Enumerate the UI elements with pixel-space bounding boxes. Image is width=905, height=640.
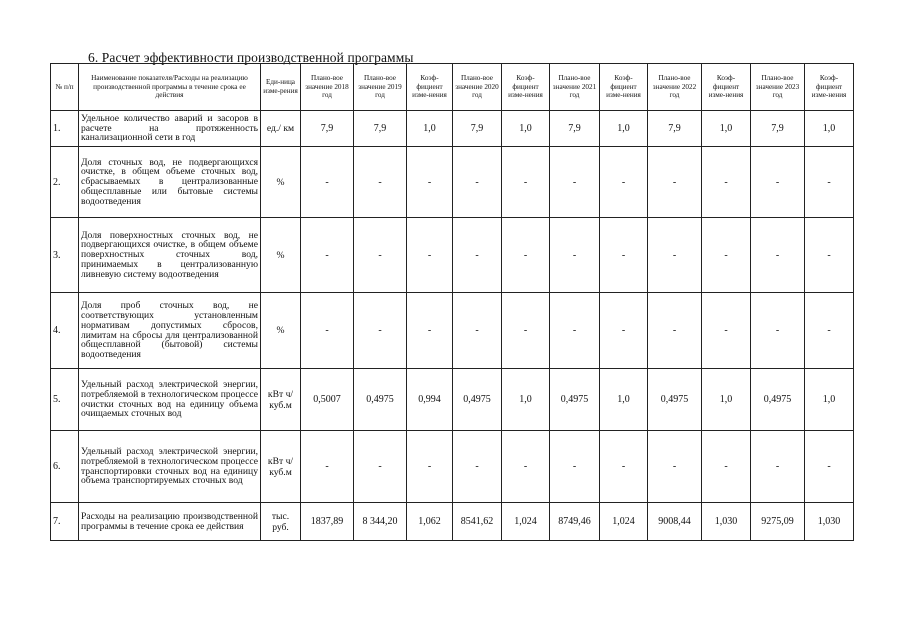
cell-coef-4: 1,0	[702, 111, 751, 147]
cell-plan-2023: -	[751, 218, 805, 293]
cell-plan-2019: -	[354, 431, 407, 503]
table-header-row	[51, 64, 854, 111]
cell-plan-2020: -	[453, 218, 502, 293]
cell-plan-2021: 8749,46	[550, 503, 600, 541]
row-indicator-name: Расходы на реализацию производственной программы в течение срока ее действия	[79, 503, 261, 541]
cell-coef-1: -	[407, 431, 453, 503]
table-row	[51, 147, 854, 218]
cell-plan-2018: 7,9	[301, 111, 354, 147]
row-indicator-name: Удельный расход электрической энергии, потребляемой в технологическом процессе очистки сточных вод на единицу объема очищаемых сточных вод	[79, 369, 261, 431]
row-num: 5.	[51, 369, 79, 431]
row-indicator-name: Доля проб сточных вод, не соответствующих установленным нормативам допустимых сбросов, лимитам на сбросы для централизованной общесплавной (бытовой) системы водоотведения	[79, 293, 261, 369]
cell-coef-1: 1,062	[407, 503, 453, 541]
cell-coef-4: -	[702, 147, 751, 218]
cell-plan-2023: -	[751, 431, 805, 503]
cell-plan-2019: -	[354, 147, 407, 218]
cell-coef-5: 1,0	[805, 111, 854, 147]
cell-plan-2020: 8541,62	[453, 503, 502, 541]
cell-coef-1: 0,994	[407, 369, 453, 431]
row-num: 3.	[51, 218, 79, 293]
row-num: 2.	[51, 147, 79, 218]
cell-plan-2019: 0,4975	[354, 369, 407, 431]
row-unit: %	[261, 147, 301, 218]
cell-plan-2019: 7,9	[354, 111, 407, 147]
cell-coef-2: -	[502, 147, 550, 218]
header-indicator-name: Наименование показателя/Расходы на реализацию производственной программы в течение срока ее действия	[79, 64, 261, 111]
cell-coef-5: -	[805, 431, 854, 503]
cell-plan-2021: -	[550, 431, 600, 503]
row-unit: кВт ч/куб.м	[261, 431, 301, 503]
cell-coef-1: -	[407, 218, 453, 293]
cell-coef-5: 1,030	[805, 503, 854, 541]
cell-plan-2020: -	[453, 431, 502, 503]
cell-coef-2: 1,0	[502, 111, 550, 147]
cell-plan-2022: 7,9	[648, 111, 702, 147]
cell-plan-2022: 9008,44	[648, 503, 702, 541]
cell-plan-2023: 7,9	[751, 111, 805, 147]
cell-plan-2020: -	[453, 147, 502, 218]
cell-coef-5: 1,0	[805, 369, 854, 431]
cell-coef-1: -	[407, 147, 453, 218]
cell-plan-2020: 7,9	[453, 111, 502, 147]
cell-coef-3: 1,024	[600, 503, 648, 541]
cell-coef-3: -	[600, 431, 648, 503]
table-row	[51, 503, 854, 541]
row-unit: %	[261, 218, 301, 293]
header-plan-2018: Плано-вое значение 2018 год	[301, 64, 354, 111]
cell-plan-2020: 0,4975	[453, 369, 502, 431]
cell-plan-2020: -	[453, 293, 502, 369]
cell-plan-2018: -	[301, 293, 354, 369]
row-num: 1.	[51, 111, 79, 147]
cell-coef-1: -	[407, 293, 453, 369]
row-num: 6.	[51, 431, 79, 503]
table-row	[51, 431, 854, 503]
header-coef-1: Коэф-фициент изме-нения	[407, 64, 453, 111]
cell-coef-2: -	[502, 293, 550, 369]
cell-coef-4: -	[702, 431, 751, 503]
cell-plan-2018: 0,5007	[301, 369, 354, 431]
cell-coef-5: -	[805, 293, 854, 369]
header-plan-2021: Плано-вое значение 2021 год	[550, 64, 600, 111]
cell-plan-2021: -	[550, 218, 600, 293]
efficiency-table	[50, 63, 854, 541]
cell-coef-3: -	[600, 218, 648, 293]
row-indicator-name: Удельное количество аварий и засоров в расчете на протяженность канализационной сети в год	[79, 111, 261, 147]
row-indicator-name: Доля сточных вод, не подвергающихся очистке, в общем объеме сточных вод, сбрасываемых в централизованные общесплавные или бытовые системы водоотведения	[79, 147, 261, 218]
cell-plan-2018: -	[301, 431, 354, 503]
row-num: 4.	[51, 293, 79, 369]
cell-coef-4: 1,030	[702, 503, 751, 541]
row-num: 7.	[51, 503, 79, 541]
cell-plan-2018: -	[301, 218, 354, 293]
cell-coef-4: -	[702, 218, 751, 293]
cell-plan-2021: 7,9	[550, 111, 600, 147]
header-coef-5: Коэф-фициент изме-нения	[805, 64, 854, 111]
cell-coef-3: -	[600, 147, 648, 218]
header-plan-2022: Плано-вое значение 2022 год	[648, 64, 702, 111]
cell-coef-2: 1,0	[502, 369, 550, 431]
cell-coef-2: -	[502, 218, 550, 293]
header-coef-4: Коэф-фициент изме-нения	[702, 64, 751, 111]
header-plan-2023: Плано-вое значение 2023 год	[751, 64, 805, 111]
row-unit: тыс. руб.	[261, 503, 301, 541]
cell-plan-2019: -	[354, 293, 407, 369]
cell-plan-2022: -	[648, 431, 702, 503]
cell-coef-3: -	[600, 293, 648, 369]
cell-plan-2023: -	[751, 293, 805, 369]
cell-plan-2021: -	[550, 293, 600, 369]
cell-plan-2021: 0,4975	[550, 369, 600, 431]
cell-plan-2019: 8 344,20	[354, 503, 407, 541]
cell-coef-3: 1,0	[600, 111, 648, 147]
cell-coef-2: -	[502, 431, 550, 503]
header-plan-2020: Плано-вое значение 2020 год	[453, 64, 502, 111]
cell-plan-2018: -	[301, 147, 354, 218]
cell-coef-1: 1,0	[407, 111, 453, 147]
cell-coef-4: -	[702, 293, 751, 369]
cell-plan-2023: 0,4975	[751, 369, 805, 431]
header-plan-2019: Плано-вое значение 2019 год	[354, 64, 407, 111]
row-unit: кВт ч/куб.м	[261, 369, 301, 431]
table-row	[51, 369, 854, 431]
row-indicator-name: Удельный расход электрической энергии, потребляемой в технологическом процессе транспортировки сточных вод на единицу объема транспортируемых сточных вод	[79, 431, 261, 503]
cell-coef-2: 1,024	[502, 503, 550, 541]
cell-plan-2023: 9275,09	[751, 503, 805, 541]
cell-plan-2022: -	[648, 147, 702, 218]
cell-plan-2022: -	[648, 293, 702, 369]
row-indicator-name: Доля поверхностных сточных вод, не подвергающихся очистке, в общем объеме поверхностных сточных вод, принимаемых в централизованную ливневую систему водоотведения	[79, 218, 261, 293]
row-unit: ед./ км	[261, 111, 301, 147]
cell-plan-2023: -	[751, 147, 805, 218]
table-row	[51, 111, 854, 147]
section-heading: 6. Расчет эффективности производственной программы	[88, 50, 414, 65]
cell-plan-2022: 0,4975	[648, 369, 702, 431]
cell-plan-2019: -	[354, 218, 407, 293]
cell-plan-2021: -	[550, 147, 600, 218]
header-unit: Еди-ница изме-рения	[261, 64, 301, 111]
header-num: № п/п	[51, 64, 79, 111]
cell-coef-4: 1,0	[702, 369, 751, 431]
header-coef-3: Коэф-фициент изме-нения	[600, 64, 648, 111]
table-row	[51, 218, 854, 293]
cell-plan-2022: -	[648, 218, 702, 293]
cell-coef-5: -	[805, 218, 854, 293]
header-coef-2: Коэф-фициент изме-нения	[502, 64, 550, 111]
cell-coef-5: -	[805, 147, 854, 218]
cell-plan-2018: 1837,89	[301, 503, 354, 541]
cell-coef-3: 1,0	[600, 369, 648, 431]
table-row	[51, 293, 854, 369]
row-unit: %	[261, 293, 301, 369]
